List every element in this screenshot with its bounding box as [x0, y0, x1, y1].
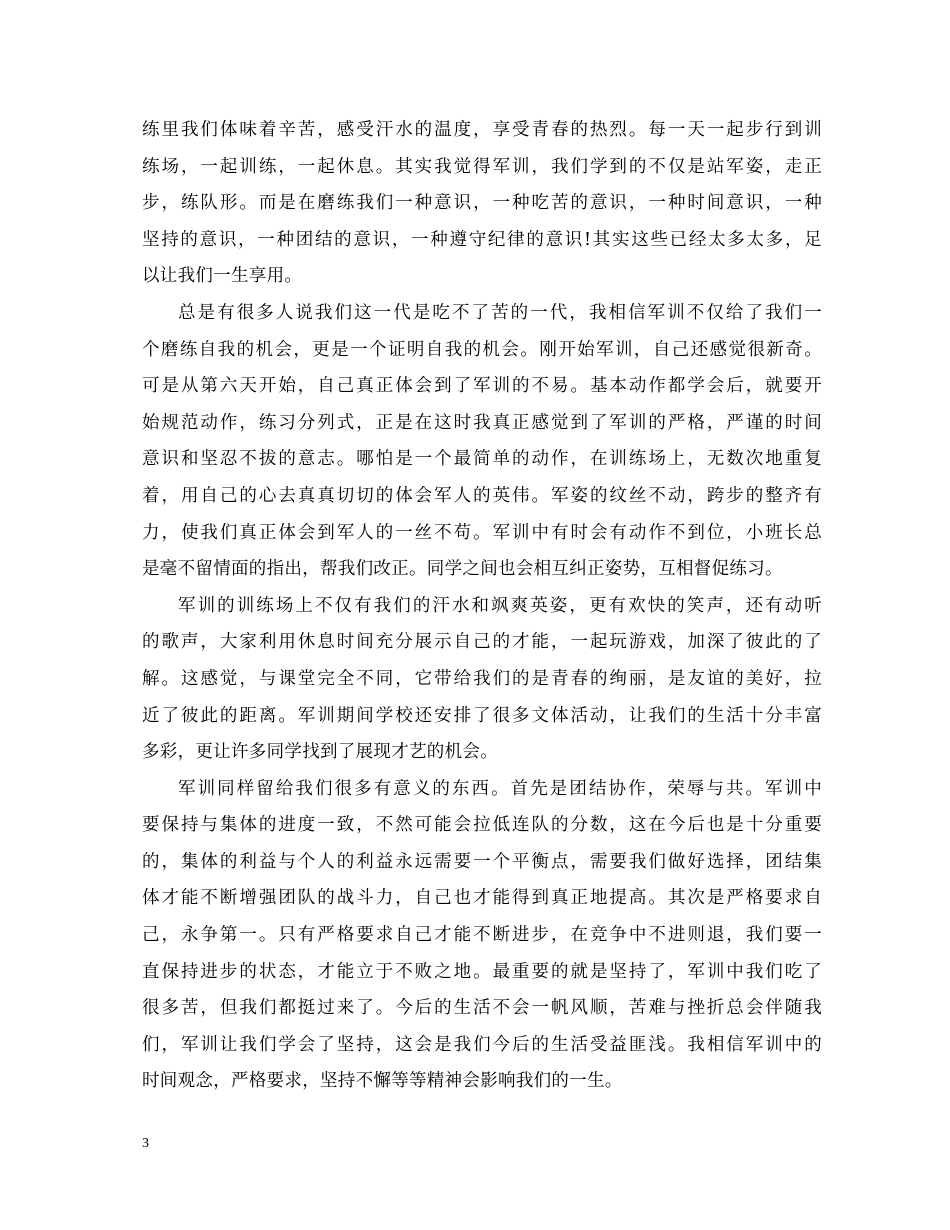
text-line: 解。这感觉，与课堂完全不同，它带给我们的是青春的绚丽，是友谊的美好，拉 [142, 668, 822, 689]
text-line: 练场，一起训练，一起休息。其实我觉得军训，我们学到的不仅是站军姿，走正 [142, 156, 822, 177]
text-line: 以让我们一生享用。 [142, 266, 303, 287]
body-text [142, 112, 822, 1100]
text-line: 时间观念，严格要求，坚持不懈等等精神会影响我们的一生。 [142, 1071, 623, 1092]
text-line: 多彩，更让许多同学找到了展现才艺的机会。 [142, 742, 498, 763]
text-line: 近了彼此的距离。军训期间学校还安排了很多文体活动，让我们的生活十分丰富 [142, 705, 822, 726]
text-line: 的歌声，大家利用休息时间充分展示自己的才能，一起玩游戏，加深了彼此的了 [142, 632, 822, 653]
text-line: 着，用自己的心去真真切切的体会军人的英伟。军姿的纹丝不动，跨步的整齐有 [142, 485, 822, 506]
text-line: 很多苦，但我们都挺过来了。今后的生活不会一帆风顺，苦难与挫折总会伴随我 [142, 998, 822, 1019]
text-line: 坚持的意识，一种团结的意识，一种遵守纪律的意识!其实这些已经太多太多，足 [142, 229, 822, 250]
text-line: 军训的训练场上不仅有我们的汗水和飒爽英姿，更有欢快的笑声，还有动听 [178, 595, 822, 616]
text-line: 军训同样留给我们很多有意义的东西。首先是团结协作，荣辱与共。军训中 [178, 778, 822, 799]
text-line: 的，集体的利益与个人的利益永远需要一个平衡点，需要我们做好选择，团结集 [142, 851, 822, 872]
text-line: 练里我们体味着辛苦，感受汗水的温度，享受青春的热烈。每一天一起步行到训 [142, 120, 822, 140]
text-line: 直保持进步的状态，才能立于不败之地。最重要的就是坚持了，军训中我们吃了 [142, 961, 822, 982]
text-line: 己，永争第一。只有严格要求自己才能不断进步，在竞争中不进则退，我们要一 [142, 925, 822, 946]
text-line: 们，军训让我们学会了坚持，这会是我们今后的生活受益匪浅。我相信军训中的 [142, 1034, 822, 1055]
text-line: 体才能不断增强团队的战斗力，自己也才能得到真正地提高。其次是严格要求自 [142, 888, 822, 909]
text-line: 个磨练自我的机会，更是一个证明自我的机会。刚开始军训，自己还感觉很新奇。 [142, 339, 822, 360]
text-line: 步，练队形。而是在磨练我们一种意识，一种吃苦的意识，一种时间意识，一种 [142, 193, 822, 214]
text-line: 意识和坚忍不拔的意志。哪怕是一个最简单的动作，在训练场上，无数次地重复 [142, 449, 822, 470]
text-line: 总是有很多人说我们这一代是吃不了苦的一代，我相信军训不仅给了我们一 [178, 302, 822, 323]
page-number: 3 [142, 1136, 149, 1151]
text-line: 可是从第六天开始，自己真正体会到了军训的不易。基本动作都学会后，就要开 [142, 376, 822, 397]
text-line: 是毫不留情面的指出，帮我们改正。同学之间也会相互纠正姿势，互相督促练习。 [142, 559, 783, 580]
text-line: 始规范动作，练习分列式，正是在这时我真正感觉到了军训的严格，严谨的时间 [142, 412, 822, 433]
text-line: 力，使我们真正体会到军人的一丝不苟。军训中有时会有动作不到位，小班长总 [142, 522, 822, 543]
text-line: 要保持与集体的进度一致，不然可能会拉低连队的分数，这在今后也是十分重要 [142, 815, 822, 836]
